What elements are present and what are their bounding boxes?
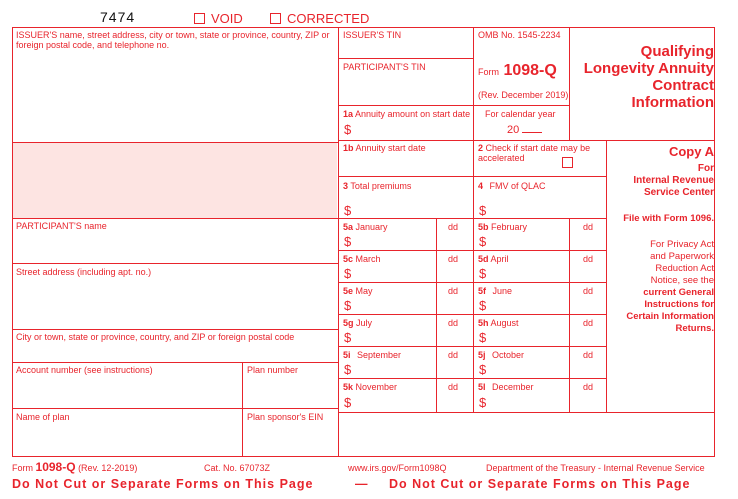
- void-label: VOID: [211, 11, 243, 26]
- copy-a-title: Copy A: [668, 144, 714, 159]
- box-5h-label: 5h August: [478, 318, 519, 328]
- box-5d-label: 5d April: [478, 254, 509, 264]
- footer-form: [12, 460, 137, 474]
- box-5h-dollar: $: [479, 330, 487, 345]
- city-label: City or town, state or province, country, and ZIP or foreign postal code: [16, 332, 295, 342]
- box-5f-dd: dd: [583, 286, 594, 296]
- revision: (Rev. December 2019): [478, 90, 569, 100]
- footer-form-name: 1098-Q: [35, 460, 76, 474]
- box-4-label: 4 FMV of QLAC: [478, 181, 546, 191]
- box-1a-dollar: $: [344, 122, 352, 137]
- box-5d-dollar: $: [479, 266, 487, 281]
- box-3-label: 3 Total premiums: [343, 181, 412, 191]
- box-5j-label: 5j October: [478, 350, 525, 360]
- box-5l-dd: dd: [583, 382, 594, 392]
- participant-tin-label: PARTICIPANT'S TIN: [343, 62, 426, 72]
- box-5e-dollar: $: [344, 298, 352, 313]
- box-5k-dollar: $: [344, 395, 352, 410]
- box-5d-dd: dd: [583, 254, 594, 264]
- participant-name-label: PARTICIPANT'S name: [16, 221, 107, 231]
- form-name-header: [478, 62, 557, 80]
- box-3-dollar: $: [344, 203, 352, 218]
- account-number-label: Account number (see instructions): [16, 365, 153, 375]
- do-not-cut-right: Do Not Cut or Separate Forms on This Page: [389, 477, 691, 491]
- title-line-3: Contract: [652, 77, 714, 94]
- box-2-checkbox[interactable]: [562, 157, 573, 168]
- year-input[interactable]: [522, 122, 542, 133]
- box-5a-dollar: $: [344, 234, 352, 249]
- copy-a-panel: [610, 144, 714, 335]
- void-box[interactable]: [194, 13, 205, 24]
- privacy-line-3: Reduction Act: [655, 263, 714, 274]
- omb-number: OMB No. 1545-2234: [478, 30, 561, 40]
- box-5a-dd: dd: [448, 222, 459, 232]
- box-5c-dollar: $: [344, 266, 352, 281]
- copy-a-irs-2: Service Center: [643, 187, 714, 198]
- do-not-cut-dash: —: [355, 477, 368, 491]
- year-prefix: 20: [507, 124, 520, 136]
- form-code: 7474: [100, 9, 136, 25]
- void-checkbox[interactable]: [194, 11, 243, 26]
- box-5h-dd: dd: [583, 318, 594, 328]
- box-5g-dollar: $: [344, 330, 352, 345]
- plan-name-label: Name of plan: [16, 412, 70, 422]
- form-title: [574, 43, 714, 111]
- box-5i-dd: dd: [448, 350, 459, 360]
- street-address-label: Street address (including apt. no.): [16, 267, 152, 277]
- general-instructions-2: Instructions for: [644, 299, 714, 310]
- calendar-year-label: For calendar year: [485, 109, 556, 119]
- box-5f-dollar: $: [479, 298, 487, 313]
- box-5e-label: 5e May: [343, 286, 373, 296]
- general-instructions-4: Returns.: [675, 323, 714, 334]
- corrected-label: CORRECTED: [287, 11, 370, 26]
- box-5l-label: 5l December: [478, 382, 534, 392]
- file-with-1096: File with Form 1096.: [623, 213, 714, 224]
- box-5b-dd: dd: [583, 222, 594, 232]
- privacy-line-1: For Privacy Act: [650, 239, 714, 250]
- box-1b-label: 1b Annuity start date: [343, 143, 426, 153]
- box-5f-label: 5f June: [478, 286, 513, 296]
- footer-form-prefix: Form: [12, 463, 33, 473]
- general-instructions-3: Certain Information: [626, 311, 714, 322]
- box-5a-label: 5a January: [343, 222, 388, 232]
- box-5b-dollar: $: [479, 234, 487, 249]
- plan-number-label: Plan number: [247, 365, 299, 375]
- corrected-box[interactable]: [270, 13, 281, 24]
- form-number: 1098-Q: [503, 62, 557, 79]
- copy-a-irs-1: Internal Revenue: [633, 175, 714, 186]
- box-5c-dd: dd: [448, 254, 459, 264]
- footer-cat: Cat. No. 67073Z: [204, 463, 271, 473]
- title-line-1: Qualifying: [640, 43, 714, 60]
- box-5j-dd: dd: [583, 350, 594, 360]
- corrected-checkbox[interactable]: [270, 11, 369, 26]
- box-5g-label: 5g July: [343, 318, 373, 328]
- footer-dept: Department of the Treasury - Internal Revenue Service: [486, 463, 705, 473]
- box-5i-dollar: $: [344, 362, 352, 377]
- title-line-4: Information: [631, 94, 714, 111]
- box-5i-label: 5i September: [343, 350, 402, 360]
- title-line-2: Longevity Annuity: [583, 60, 714, 77]
- shaded-area: [13, 142, 337, 218]
- copy-a-for: For: [697, 163, 714, 174]
- footer-rev: (Rev. 12-2019): [78, 463, 138, 473]
- box-5e-dd: dd: [448, 286, 459, 296]
- box-4-dollar: $: [479, 203, 487, 218]
- form-prefix: Form: [478, 67, 499, 77]
- footer-url: www.irs.gov/Form1098Q: [348, 463, 447, 473]
- box-1a-label: 1a Annuity amount on start date: [343, 109, 471, 119]
- issuer-tin-label: ISSUER'S TIN: [343, 30, 402, 40]
- box-5k-dd: dd: [448, 382, 459, 392]
- box-2-label: 2 Check if start date may be accelerated: [478, 143, 591, 163]
- box-5c-label: 5c March: [343, 254, 381, 264]
- do-not-cut-left: Do Not Cut or Separate Forms on This Page: [12, 477, 314, 491]
- privacy-line-4: Notice, see the: [650, 275, 714, 286]
- box-5b-label: 5b February: [478, 222, 528, 232]
- general-instructions-1: current General: [643, 287, 714, 298]
- box-5l-dollar: $: [479, 395, 487, 410]
- box-5k-label: 5k November: [343, 382, 398, 392]
- issuer-name-label: ISSUER'S name, street address, city or town, state or province, country, ZIP or foreign postal code, and telephone no.: [16, 30, 330, 50]
- sponsor-ein-label: Plan sponsor's EIN: [247, 412, 324, 422]
- calendar-year[interactable]: [507, 122, 542, 136]
- box-5j-dollar: $: [479, 362, 487, 377]
- box-5g-dd: dd: [448, 318, 459, 328]
- privacy-line-2: and Paperwork: [650, 251, 714, 262]
